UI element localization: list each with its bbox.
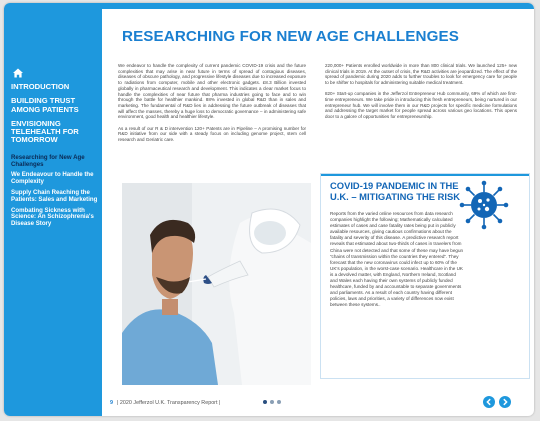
- lab-swab-test-illustration: [122, 183, 311, 385]
- chevron-left-icon: [483, 396, 495, 408]
- page-dot[interactable]: [270, 400, 274, 404]
- lab-swab-test-photo: [122, 183, 311, 385]
- callout-title: COVID-19 PANDEMIC IN THE U.K. – MITIGATING THE RISK: [330, 180, 461, 202]
- sidebar-item-endeavour[interactable]: We Endeavour to Handle the Complexity: [11, 171, 94, 186]
- sidebar-item-combating-sickness[interactable]: Combating Sickness with Science: An Schizophrenia's Disease Story: [11, 206, 94, 228]
- sidebar-item-introduction[interactable]: INTRODUCTION: [11, 82, 70, 91]
- chevron-right-icon: [499, 396, 511, 408]
- callout-body: Reports from the varied online resources from data research companies highlight the following; Mathematically calculated estimates of cases and case fatality rates being put in publicly available resources, giving cautious confirmations about the fatality and severity of this disease. A predictive research report reveals that estimated about two-thirds of cases in travelers from China were not detected and that some of these may have begun “chains of transmission within the countries they entered”. They forecast that the new coronavirus could infect up to 60% of the UK’s population, in the worst-case scenario. Healthcare in the UK is a devolved matter, with England, Northern Ireland, Scotland and Wales each having their own systems of publicly funded healthcare, funded by and accountable to separate governments and parliaments. As a result of each country having different policies, laws and priorities, a variety of differences now exist between these systems..: [330, 211, 464, 308]
- sidebar-item-supply-chain[interactable]: Supply Chain Reaching the Patients: Sales and Marketing: [11, 188, 98, 203]
- left-paragraph-1: We endeavor to handle the complexity of current pandemic COVID-19 crisis and the future complexities that may arise in near future in terms of spread of contagious diseases, diseases of obscure pathology, and progressive lifestyle diseases due to increased exposure to radiations from computer, mobile and other electronic gadgets. £8.3 Billion invested globally in pharmaceutical research and development. This indicates a clear market focus to handle the complexities of near future that pharma industries going to face and to win through the battle for healthier mankind. 88% invested in global R&D than in sales and marketing. The fundamental of R&D lies in addressing the future outbreak of diseases that will affect the masses, thereby a huge loss to democratic governance – in administering safe environment, good health and healthier lifestyle.: [118, 63, 306, 120]
- footer-page-number: 9: [110, 400, 113, 406]
- right-paragraph-2: 820+ Start-up companies in the Jefferzol Entrepreneur Hub community, 69% of which are first-time entrepreneurs. We take pride in introducing this fresh entrepreneurs, being nurtured in our entrepreneur hub. We will involve them in our R&D projects for specific medicine formulations and addressing the target market for people spread across various geo locations. This opens door to a galore of opportunities for entrepreneurship.: [325, 91, 517, 120]
- covid-callout-box: [320, 173, 530, 379]
- next-page-button[interactable]: [499, 396, 511, 408]
- callout-accent-bar: [321, 174, 529, 176]
- sidebar-item-envisioning-telehealth[interactable]: ENVISIONING TELEHEALTH FOR TOMORROW: [11, 118, 79, 145]
- page-dot-active[interactable]: [263, 400, 267, 404]
- right-text-column: [325, 63, 517, 125]
- home-icon[interactable]: [12, 67, 24, 79]
- page-dots: [263, 400, 281, 404]
- page-dot[interactable]: [277, 400, 281, 404]
- sidebar-item-building-trust[interactable]: BUILDING TRUST AMONG PATIENTS: [11, 96, 79, 114]
- right-paragraph-1: 220,000+ Patients enrolled worldwide in more than 800 clinical trials. We launched 125+ new clinical trials in 2019. At the outset of crisis, the R&D activities are jeopardized. The effect of the spread of pandemic during 2020 adds to further troubles to look for emergency care for people to be shifter to hospitals for administering suitable medical treatment.: [325, 63, 517, 86]
- report-page: [4, 3, 534, 416]
- virus-icon: [459, 180, 509, 230]
- footer-report-title: | 2020 Jefferzol U.K. Transparency Report |: [117, 400, 221, 406]
- left-text-column: [118, 63, 306, 148]
- sidebar: [4, 3, 102, 416]
- previous-page-button[interactable]: [483, 396, 495, 408]
- sidebar-item-researching[interactable]: Researching for New Age Challenges: [11, 153, 85, 168]
- left-paragraph-2: As a result of our R & D intervention 120+ Patents are in Pipeline – A promising number for R&D initiative from our side with a steady focus on including genome project, stem cell research and Geriatric care.: [118, 125, 306, 142]
- top-accent-bar: [102, 3, 534, 9]
- sidebar-nav: [11, 83, 101, 232]
- page-title: RESEARCHING FOR NEW AGE CHALLENGES: [122, 28, 459, 45]
